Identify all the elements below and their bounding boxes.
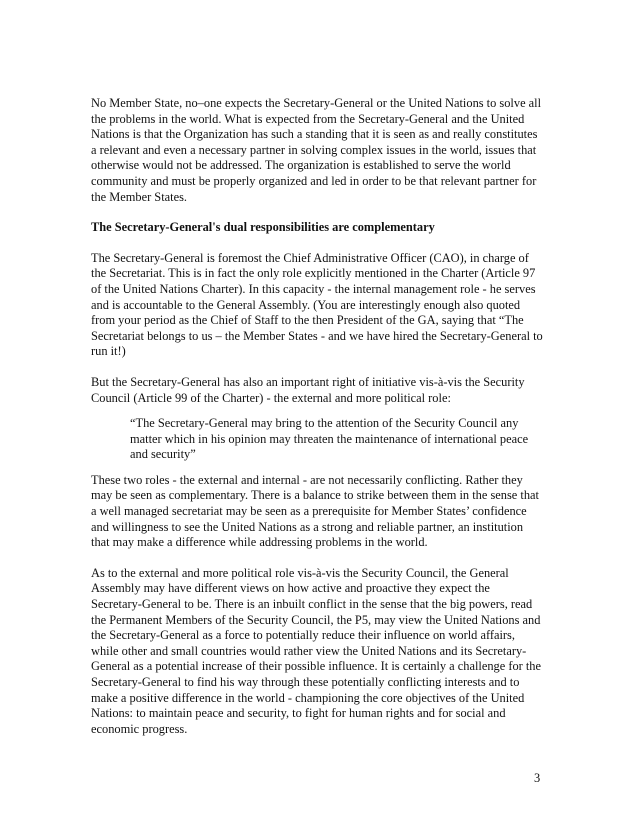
document-body bbox=[91, 96, 543, 752]
paragraph-member-states: No Member State, no–one expects the Secretary-General or the United Nations to solve all the problems in the world. What is expected from the Secretary-General and the United Nations is that the Organization has such a standing that it is seen as and really constitutes a relevant and even a necessary partner in solving complex issues in the world, issues that otherwise would not be addressed. The organization is established to serve the world community and must be properly organized and led in order to be that relevant partner for the Member States. bbox=[91, 96, 542, 204]
charter-quote: “The Secretary-General may bring to the attention of the Security Council any matter which in his opinion may threaten the maintenance of international peace and security” bbox=[130, 416, 529, 462]
page-number: 3 bbox=[534, 771, 541, 785]
paragraph-political-role: As to the external and more political role vis-à-vis the Security Council, the General Assembly may have different views on how active and proactive they expect the Secretary-General to be. There is an inbuilt conflict in the sense that the big powers, read the Permanent Members of the Security Council, the P5, may view the United Nations and the Secretary-General as a force to potentially reduce their influence on world affairs, while other and small countries would rather view the United Nations and its Secretary-General as a potential increase of their possible influence. It is certainly a challenge for the Secretary-General to find his way through these potentially conflicting interests and to make a positive difference in the world - championing the core objectives of the United Nations: to maintain peace and security, to fight for human rights and for social and economic progress. bbox=[91, 565, 542, 736]
section-heading: The Secretary-General's dual responsibilities are complementary bbox=[91, 220, 435, 235]
paragraph-cao-role: The Secretary-General is foremost the Chief Administrative Officer (CAO), in charge of the Secretariat. This is in fact the only role explicitly mentioned in the Charter (Article 97 of the United Nations Charter). In this capacity - the internal management role - he serves and is accountable to the General Assembly. (You are interestingly enough also quoted from your period as the Chief of Staff to the then President of the GA, saying that “The Secretariat belongs to us – the Member States - and we have hired the Secretary-General to run it!) bbox=[91, 250, 543, 359]
paragraph-security-council-role: But the Secretary-General has also an important right of initiative vis-à-vis the Security Council (Article 99 of the Charter) - the external and more political role: bbox=[91, 374, 525, 405]
paragraph-complementary-roles: These two roles - the external and internal - are not necessarily conflicting. Rather they may be seen as complementary. There is a balance to strike between them in the sense that a well managed secretariat may be seen as a prerequisite for Member States’ confidence and willingness to see the United Nations as a strong and reliable partner, an institution that may make a difference while addressing problems in the world. bbox=[91, 472, 539, 550]
